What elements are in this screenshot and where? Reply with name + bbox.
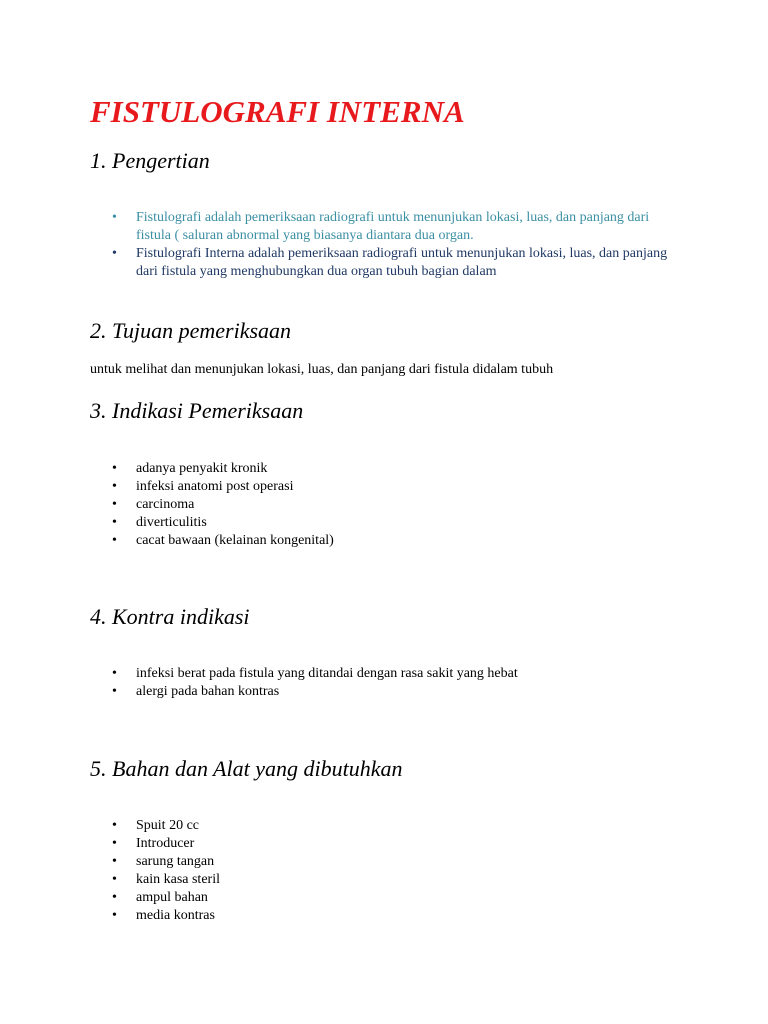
list-item [90,665,670,683]
list-item-text: Fistulografi adalah pemeriksaan radiografi untuk menunjukan lokasi, luas, dan panjang dari fistula ( saluran abnormal yang biasanya diantara dua organ. [136,210,650,243]
tujuan-text: untuk melihat dan menunjukan lokasi, luas, dan panjang dari fistula didalam tubuh [90,362,554,377]
list-item-text: ampul bahan [136,890,208,905]
list-item [90,871,670,889]
list-item [90,532,670,550]
bullet-icon: • [112,515,117,530]
list-item [90,496,670,514]
document-title: FISTULOGRAFI INTERNA [90,94,465,129]
bullet-icon: • [112,836,117,851]
bullet-icon: • [112,818,117,833]
list-item-text: media kontras [136,908,215,923]
list-item [90,889,670,907]
bahan-list [90,817,670,925]
bullet-icon: • [112,854,117,869]
bullet-icon: • [112,210,117,225]
heading-bahan-alat: 5. Bahan dan Alat yang dibutuhkan [90,756,403,781]
bullet-icon: • [112,684,117,699]
heading-tujuan: 2. Tujuan pemeriksaan [90,318,292,343]
list-item [90,478,670,496]
list-item-text: adanya penyakit kronik [136,461,268,476]
heading-indikasi: 3. Indikasi Pemeriksaan [90,398,304,423]
list-item-text: Spuit 20 cc [136,818,199,833]
heading-kontra-indikasi: 4. Kontra indikasi [90,604,250,629]
indikasi-list [90,460,670,550]
bullet-icon: • [112,666,117,681]
list-item-text: sarung tangan [136,854,215,869]
bullet-icon: • [112,908,117,923]
list-item-text: alergi pada bahan kontras [136,684,280,699]
list-item-text: diverticulitis [136,515,207,530]
list-item [90,209,670,245]
heading-pengertian: 1. Pengertian [90,148,210,173]
list-item-text: kain kasa steril [136,872,220,887]
bullet-icon: • [112,872,117,887]
bullet-icon: • [112,890,117,905]
list-item-text: cacat bawaan (kelainan kongenital) [136,533,334,548]
list-item [90,514,670,532]
list-item [90,245,670,281]
list-item-text: Fistulografi Interna adalah pemeriksaan radiografi untuk menunjukan lokasi, luas, dan panjang dari fistula yang menghubungkan dua organ tubuh bagian dalam [136,246,668,279]
list-item-text: carcinoma [136,497,195,512]
list-item-text: infeksi anatomi post operasi [136,479,294,494]
list-item [90,683,670,701]
list-item [90,817,670,835]
list-item-text: infeksi berat pada fistula yang ditandai dengan rasa sakit yang hebat [136,666,518,681]
kontra-list [90,665,670,701]
bullet-icon: • [112,461,117,476]
bullet-icon: • [112,246,117,261]
bullet-icon: • [112,533,117,548]
list-item-text: Introducer [136,836,195,851]
bullet-icon: • [112,479,117,494]
pengertian-list [90,209,670,281]
list-item [90,853,670,871]
bullet-icon: • [112,497,117,512]
list-item [90,460,670,478]
list-item [90,835,670,853]
list-item [90,907,670,925]
